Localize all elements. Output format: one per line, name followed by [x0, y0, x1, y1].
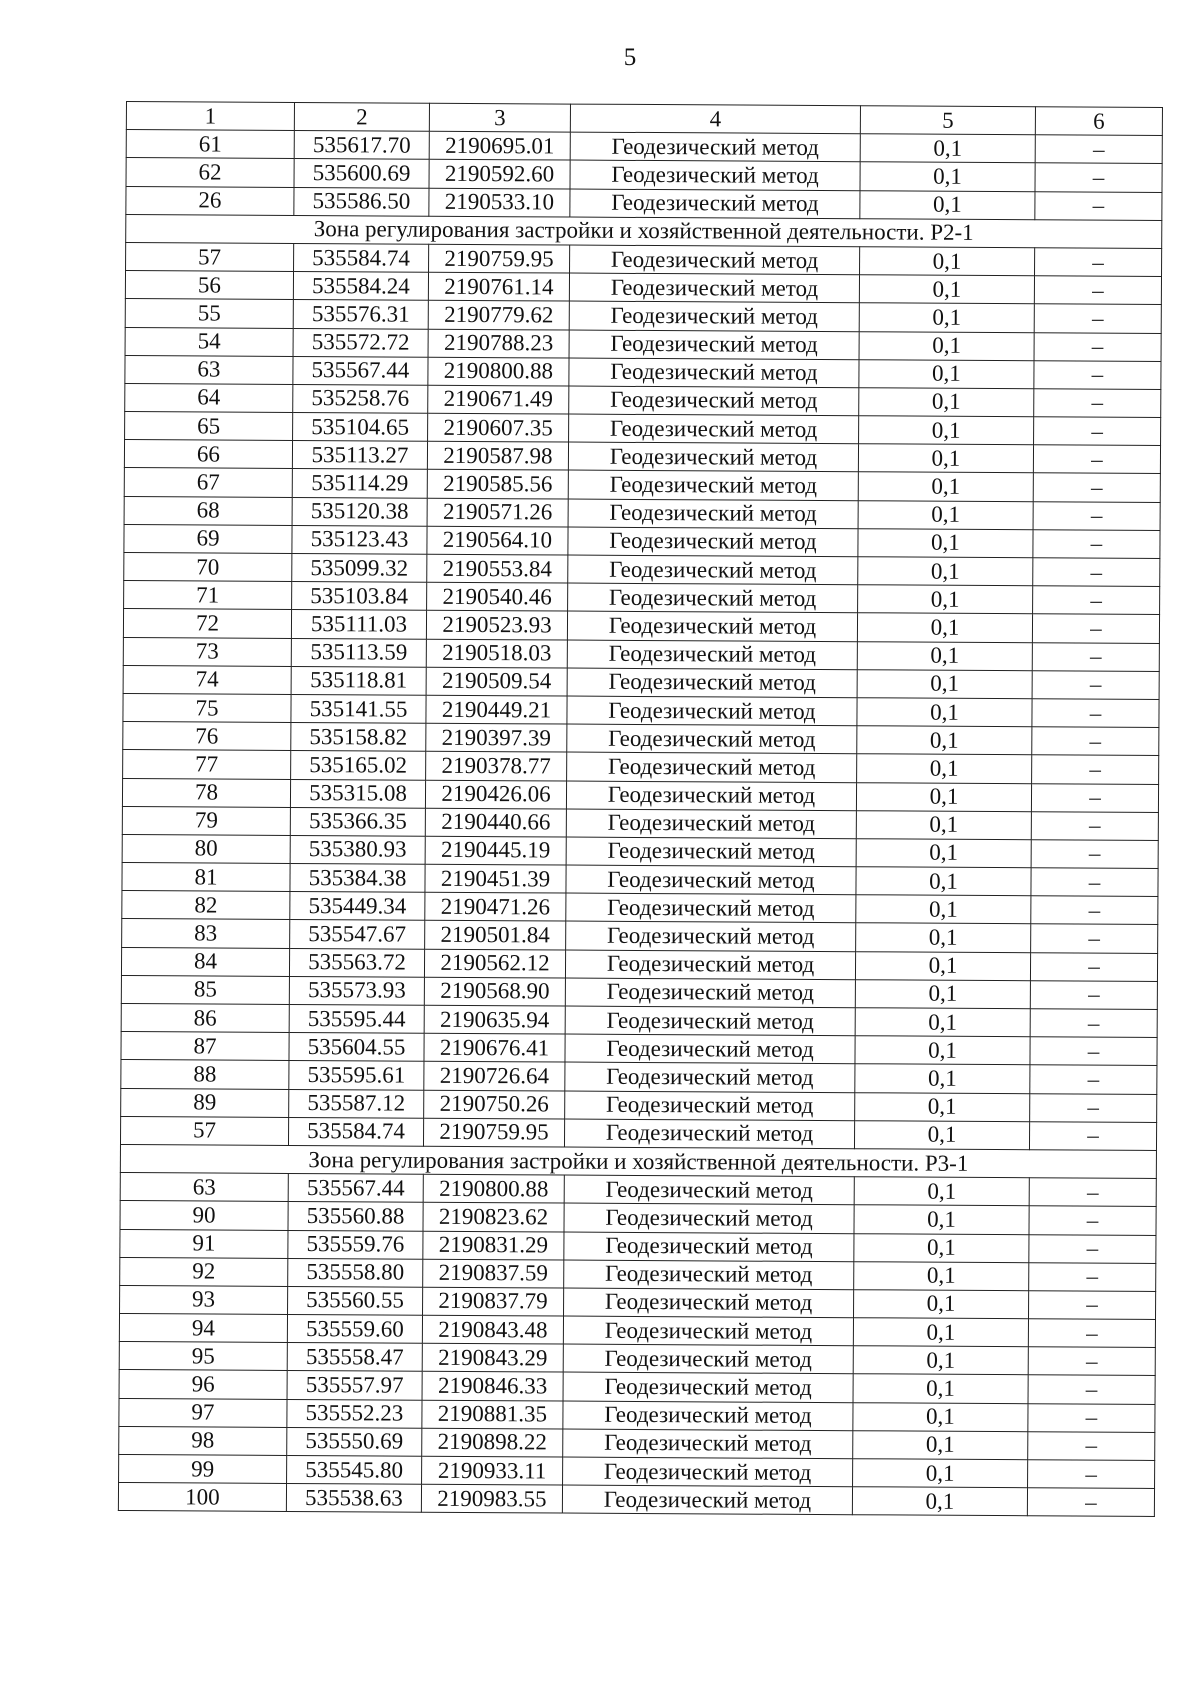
- method-cell: Геодезический метод: [568, 583, 858, 613]
- method-cell: Геодезический метод: [569, 358, 859, 388]
- y-coordinate-cell: 2190440.66: [425, 808, 566, 837]
- method-cell: Геодезический метод: [569, 386, 859, 416]
- point-number-cell: 90: [120, 1201, 288, 1230]
- accuracy-cell: 0,1: [859, 303, 1034, 332]
- accuracy-cell: 0,1: [854, 1290, 1029, 1319]
- method-cell: Геодезический метод: [564, 1288, 854, 1318]
- y-coordinate-cell: 2190587.98: [427, 441, 568, 470]
- method-cell: Геодезический метод: [567, 640, 857, 670]
- method-cell: Геодезический метод: [569, 301, 859, 331]
- x-coordinate-cell: 535366.35: [290, 807, 425, 836]
- column-header: 6: [1035, 107, 1162, 136]
- x-coordinate-cell: 535558.47: [287, 1343, 422, 1372]
- note-cell: –: [1032, 699, 1159, 728]
- accuracy-cell: 0,1: [856, 895, 1031, 924]
- point-number-cell: 81: [122, 863, 290, 892]
- method-cell: Геодезический метод: [568, 499, 858, 529]
- accuracy-cell: 0,1: [856, 923, 1031, 952]
- method-cell: Геодезический метод: [566, 781, 856, 811]
- method-cell: Геодезический метод: [566, 865, 856, 895]
- point-number-cell: 79: [122, 806, 290, 835]
- coordinates-table: [118, 101, 1163, 1517]
- y-coordinate-cell: 2190846.33: [422, 1372, 563, 1401]
- y-coordinate-cell: 2190750.26: [424, 1090, 565, 1119]
- point-number-cell: 26: [126, 186, 294, 215]
- x-coordinate-cell: 535449.34: [290, 892, 425, 921]
- accuracy-cell: 0,1: [857, 726, 1032, 755]
- accuracy-cell: 0,1: [855, 1036, 1030, 1065]
- point-number-cell: 76: [123, 722, 291, 751]
- note-cell: –: [1029, 1121, 1156, 1150]
- method-cell: Геодезический метод: [570, 189, 860, 219]
- method-cell: Геодезический метод: [562, 1485, 852, 1515]
- y-coordinate-cell: 2190759.95: [429, 244, 570, 273]
- y-coordinate-cell: 2190983.55: [421, 1484, 562, 1513]
- method-cell: Геодезический метод: [565, 1091, 855, 1121]
- note-cell: –: [1034, 389, 1161, 418]
- note-cell: –: [1034, 360, 1161, 389]
- x-coordinate-cell: 535158.82: [291, 723, 426, 752]
- method-cell: Геодезический метод: [568, 442, 858, 472]
- x-coordinate-cell: 535384.38: [290, 864, 425, 893]
- x-coordinate-cell: 535617.70: [294, 131, 429, 160]
- accuracy-cell: 0,1: [859, 416, 1034, 445]
- x-coordinate-cell: 535604.55: [289, 1033, 424, 1062]
- note-cell: –: [1033, 530, 1160, 559]
- y-coordinate-cell: 2190501.84: [425, 921, 566, 950]
- y-coordinate-cell: 2190843.48: [422, 1315, 563, 1344]
- x-coordinate-cell: 535141.55: [291, 694, 426, 723]
- method-cell: Геодезический метод: [564, 1119, 854, 1149]
- y-coordinate-cell: 2190800.88: [428, 357, 569, 386]
- y-coordinate-cell: 2190671.49: [428, 385, 569, 414]
- accuracy-cell: 0,1: [860, 190, 1035, 219]
- point-number-cell: 94: [119, 1314, 287, 1343]
- note-cell: –: [1028, 1403, 1155, 1432]
- point-number-cell: 63: [120, 1173, 288, 1202]
- method-cell: Геодезический метод: [565, 1034, 855, 1064]
- point-number-cell: 82: [122, 891, 290, 920]
- y-coordinate-cell: 2190451.39: [425, 864, 566, 893]
- y-coordinate-cell: 2190788.23: [428, 329, 569, 358]
- x-coordinate-cell: 535545.80: [287, 1455, 422, 1484]
- accuracy-cell: 0,1: [852, 1487, 1027, 1516]
- point-number-cell: 74: [123, 665, 291, 694]
- y-coordinate-cell: 2190676.41: [424, 1033, 565, 1062]
- accuracy-cell: 0,1: [858, 500, 1033, 529]
- y-coordinate-cell: 2190592.60: [429, 160, 570, 189]
- point-number-cell: 66: [124, 440, 292, 469]
- accuracy-cell: 0,1: [858, 444, 1033, 473]
- note-cell: –: [1029, 1234, 1156, 1263]
- x-coordinate-cell: 535552.23: [287, 1399, 422, 1428]
- note-cell: –: [1033, 558, 1160, 587]
- x-coordinate-cell: 535113.27: [292, 441, 427, 470]
- accuracy-cell: 0,1: [853, 1346, 1028, 1375]
- x-coordinate-cell: 535587.12: [289, 1089, 424, 1118]
- point-number-cell: 91: [120, 1229, 288, 1258]
- accuracy-cell: 0,1: [853, 1374, 1028, 1403]
- accuracy-cell: 0,1: [856, 782, 1031, 811]
- method-cell: Геодезический метод: [565, 1062, 855, 1092]
- y-coordinate-cell: 2190509.54: [426, 667, 567, 696]
- note-cell: –: [1031, 868, 1158, 897]
- y-coordinate-cell: 2190397.39: [426, 723, 567, 752]
- column-header: 2: [294, 102, 429, 131]
- note-cell: –: [1035, 248, 1162, 277]
- x-coordinate-cell: 535595.61: [289, 1061, 424, 1090]
- point-number-cell: 89: [121, 1088, 289, 1117]
- accuracy-cell: 0,1: [857, 698, 1032, 727]
- x-coordinate-cell: 535572.72: [293, 328, 428, 357]
- y-coordinate-cell: 2190426.06: [425, 780, 566, 809]
- point-number-cell: 63: [125, 355, 293, 384]
- x-coordinate-cell: 535563.72: [289, 948, 424, 977]
- point-number-cell: 83: [122, 919, 290, 948]
- point-number-cell: 99: [119, 1454, 287, 1483]
- method-cell: Геодезический метод: [563, 1401, 853, 1431]
- note-cell: –: [1033, 501, 1160, 530]
- point-number-cell: 69: [124, 524, 292, 553]
- accuracy-cell: 0,1: [858, 472, 1033, 501]
- y-coordinate-cell: 2190571.26: [427, 498, 568, 527]
- note-cell: –: [1030, 952, 1157, 981]
- y-coordinate-cell: 2190635.94: [424, 1005, 565, 1034]
- method-cell: Геодезический метод: [564, 1260, 854, 1290]
- accuracy-cell: 0,1: [856, 839, 1031, 868]
- point-number-cell: 57: [126, 242, 294, 271]
- method-cell: Геодезический метод: [567, 668, 857, 698]
- y-coordinate-cell: 2190695.01: [429, 131, 570, 160]
- x-coordinate-cell: 535576.31: [293, 300, 428, 329]
- note-cell: –: [1032, 755, 1159, 784]
- accuracy-cell: 0,1: [859, 359, 1034, 388]
- table-body: [118, 130, 1162, 1517]
- y-coordinate-cell: 2190449.21: [426, 695, 567, 724]
- x-coordinate-cell: 535600.69: [294, 159, 429, 188]
- accuracy-cell: 0,1: [854, 1261, 1029, 1290]
- x-coordinate-cell: 535550.69: [287, 1427, 422, 1456]
- method-cell: Геодезический метод: [568, 527, 858, 557]
- note-cell: –: [1034, 304, 1161, 333]
- note-cell: –: [1031, 811, 1158, 840]
- accuracy-cell: 0,1: [853, 1431, 1028, 1460]
- x-coordinate-cell: 535584.74: [294, 243, 429, 272]
- point-number-cell: 100: [118, 1483, 286, 1512]
- point-number-cell: 65: [125, 412, 293, 441]
- accuracy-cell: 0,1: [858, 557, 1033, 586]
- method-cell: Геодезический метод: [569, 414, 859, 444]
- x-coordinate-cell: 535099.32: [292, 553, 427, 582]
- note-cell: –: [1027, 1488, 1154, 1517]
- accuracy-cell: 0,1: [855, 951, 1030, 980]
- zone-title: Зона регулирования застройки и хозяйственной деятельности. Р2-1: [126, 214, 1162, 248]
- table-row: [118, 1483, 1154, 1517]
- note-cell: –: [1031, 896, 1158, 925]
- accuracy-cell: 0,1: [855, 1008, 1030, 1037]
- y-coordinate-cell: 2190553.84: [427, 554, 568, 583]
- note-cell: –: [1032, 642, 1159, 671]
- point-number-cell: 96: [119, 1370, 287, 1399]
- accuracy-cell: 0,1: [857, 613, 1032, 642]
- x-coordinate-cell: 535118.81: [291, 666, 426, 695]
- accuracy-cell: 0,1: [857, 669, 1032, 698]
- method-cell: Геодезический метод: [566, 809, 856, 839]
- method-cell: Геодезический метод: [569, 273, 859, 303]
- column-header: 5: [860, 106, 1035, 135]
- note-cell: –: [1033, 445, 1160, 474]
- y-coordinate-cell: 2190445.19: [425, 836, 566, 865]
- accuracy-cell: 0,1: [860, 162, 1035, 191]
- point-number-cell: 85: [121, 975, 289, 1004]
- y-coordinate-cell: 2190518.03: [426, 639, 567, 668]
- x-coordinate-cell: 535114.29: [292, 469, 427, 498]
- point-number-cell: 78: [122, 778, 290, 807]
- note-cell: –: [1029, 1206, 1156, 1235]
- accuracy-cell: 0,1: [854, 1120, 1029, 1149]
- method-cell: Геодезический метод: [563, 1457, 853, 1487]
- x-coordinate-cell: 535560.88: [288, 1202, 423, 1231]
- y-coordinate-cell: 2190823.62: [423, 1203, 564, 1232]
- method-cell: Геодезический метод: [567, 724, 857, 754]
- x-coordinate-cell: 535113.59: [291, 638, 426, 667]
- x-coordinate-cell: 535560.55: [288, 1286, 423, 1315]
- y-coordinate-cell: 2190562.12: [424, 949, 565, 978]
- accuracy-cell: 0,1: [853, 1402, 1028, 1431]
- y-coordinate-cell: 2190564.10: [427, 526, 568, 555]
- accuracy-cell: 0,1: [853, 1459, 1028, 1488]
- point-number-cell: 67: [124, 468, 292, 497]
- accuracy-cell: 0,1: [855, 1064, 1030, 1093]
- x-coordinate-cell: 535557.97: [287, 1371, 422, 1400]
- method-cell: Геодезический метод: [566, 921, 856, 951]
- point-number-cell: 80: [122, 834, 290, 863]
- y-coordinate-cell: 2190831.29: [423, 1231, 564, 1260]
- x-coordinate-cell: 535120.38: [292, 497, 427, 526]
- accuracy-cell: 0,1: [855, 980, 1030, 1009]
- y-coordinate-cell: 2190898.22: [422, 1428, 563, 1457]
- note-cell: –: [1028, 1432, 1155, 1461]
- method-cell: Геодезический метод: [565, 1006, 855, 1036]
- method-cell: Геодезический метод: [565, 978, 855, 1008]
- method-cell: Геодезический метод: [567, 752, 857, 782]
- method-cell: Геодезический метод: [569, 330, 859, 360]
- x-coordinate-cell: 535567.44: [288, 1174, 423, 1203]
- y-coordinate-cell: 2190881.35: [422, 1400, 563, 1429]
- method-cell: Геодезический метод: [564, 1232, 854, 1262]
- note-cell: –: [1031, 840, 1158, 869]
- point-number-cell: 93: [120, 1285, 288, 1314]
- method-cell: Геодезический метод: [566, 837, 856, 867]
- y-coordinate-cell: 2190607.35: [428, 413, 569, 442]
- y-coordinate-cell: 2190585.56: [427, 470, 568, 499]
- x-coordinate-cell: 535380.93: [290, 835, 425, 864]
- accuracy-cell: 0,1: [855, 1092, 1030, 1121]
- note-cell: –: [1032, 670, 1159, 699]
- method-cell: Геодезический метод: [570, 132, 860, 162]
- y-coordinate-cell: 2190523.93: [426, 611, 567, 640]
- note-cell: –: [1035, 191, 1162, 220]
- method-cell: Геодезический метод: [563, 1372, 853, 1402]
- x-coordinate-cell: 535315.08: [290, 779, 425, 808]
- method-cell: Геодезический метод: [563, 1344, 853, 1374]
- zone-title: Зона регулирования застройки и хозяйственной деятельности. Р3-1: [120, 1144, 1156, 1178]
- accuracy-cell: 0,1: [856, 810, 1031, 839]
- accuracy-cell: 0,1: [857, 754, 1032, 783]
- note-cell: –: [1028, 1347, 1155, 1376]
- note-cell: –: [1028, 1460, 1155, 1489]
- x-coordinate-cell: 535584.24: [293, 272, 428, 301]
- y-coordinate-cell: 2190933.11: [422, 1456, 563, 1485]
- column-header: 3: [429, 103, 570, 132]
- note-cell: –: [1034, 417, 1161, 446]
- note-cell: –: [1034, 332, 1161, 361]
- x-coordinate-cell: 535567.44: [293, 356, 428, 385]
- accuracy-cell: 0,1: [859, 275, 1034, 304]
- point-number-cell: 55: [125, 299, 293, 328]
- method-cell: Геодезический метод: [564, 1175, 854, 1205]
- note-cell: –: [1035, 135, 1162, 164]
- y-coordinate-cell: 2190726.64: [424, 1062, 565, 1091]
- y-coordinate-cell: 2190568.90: [424, 977, 565, 1006]
- column-header: 1: [126, 102, 294, 131]
- accuracy-cell: 0,1: [858, 529, 1033, 558]
- note-cell: –: [1029, 1178, 1156, 1207]
- point-number-cell: 61: [126, 130, 294, 159]
- point-number-cell: 70: [124, 552, 292, 581]
- method-cell: Геодезический метод: [567, 611, 857, 641]
- y-coordinate-cell: 2190471.26: [425, 892, 566, 921]
- point-number-cell: 73: [123, 637, 291, 666]
- point-number-cell: 86: [121, 1003, 289, 1032]
- note-cell: –: [1033, 586, 1160, 615]
- point-number-cell: 68: [124, 496, 292, 525]
- accuracy-cell: 0,1: [860, 134, 1035, 163]
- note-cell: –: [1035, 163, 1162, 192]
- note-cell: –: [1031, 783, 1158, 812]
- method-cell: Геодезический метод: [563, 1429, 853, 1459]
- method-cell: Геодезический метод: [567, 696, 857, 726]
- note-cell: –: [1029, 1262, 1156, 1291]
- x-coordinate-cell: 535559.60: [287, 1315, 422, 1344]
- x-coordinate-cell: 535547.67: [290, 920, 425, 949]
- y-coordinate-cell: 2190837.79: [423, 1287, 564, 1316]
- y-coordinate-cell: 2190533.10: [429, 188, 570, 217]
- point-number-cell: 77: [123, 750, 291, 779]
- note-cell: –: [1032, 727, 1159, 756]
- x-coordinate-cell: 535538.63: [286, 1484, 421, 1513]
- point-number-cell: 84: [121, 947, 289, 976]
- y-coordinate-cell: 2190761.14: [428, 272, 569, 301]
- point-number-cell: 56: [125, 271, 293, 300]
- y-coordinate-cell: 2190843.29: [422, 1343, 563, 1372]
- note-cell: –: [1030, 1093, 1157, 1122]
- point-number-cell: 88: [121, 1060, 289, 1089]
- point-number-cell: 57: [120, 1116, 288, 1145]
- method-cell: Геодезический метод: [563, 1316, 853, 1346]
- x-coordinate-cell: 535586.50: [294, 187, 429, 216]
- point-number-cell: 71: [124, 581, 292, 610]
- method-cell: Геодезический метод: [564, 1203, 854, 1233]
- accuracy-cell: 0,1: [859, 331, 1034, 360]
- x-coordinate-cell: 535103.84: [292, 582, 427, 611]
- note-cell: –: [1030, 1009, 1157, 1038]
- x-coordinate-cell: 535559.76: [288, 1230, 423, 1259]
- accuracy-cell: 0,1: [854, 1233, 1029, 1262]
- x-coordinate-cell: 535104.65: [293, 413, 428, 442]
- note-cell: –: [1028, 1375, 1155, 1404]
- x-coordinate-cell: 535584.74: [288, 1117, 423, 1146]
- x-coordinate-cell: 535123.43: [292, 525, 427, 554]
- x-coordinate-cell: 535165.02: [291, 751, 426, 780]
- point-number-cell: 97: [119, 1398, 287, 1427]
- point-number-cell: 75: [123, 693, 291, 722]
- x-coordinate-cell: 535595.44: [289, 1004, 424, 1033]
- method-cell: Геодезический метод: [568, 555, 858, 585]
- point-number-cell: 62: [126, 158, 294, 187]
- method-cell: Геодезический метод: [568, 470, 858, 500]
- x-coordinate-cell: 535573.93: [289, 976, 424, 1005]
- accuracy-cell: 0,1: [856, 867, 1031, 896]
- y-coordinate-cell: 2190378.77: [426, 752, 567, 781]
- note-cell: –: [1031, 924, 1158, 953]
- x-coordinate-cell: 535111.03: [291, 610, 426, 639]
- note-cell: –: [1028, 1319, 1155, 1348]
- column-header: 4: [570, 104, 860, 134]
- point-number-cell: 54: [125, 327, 293, 356]
- note-cell: –: [1029, 1291, 1156, 1320]
- accuracy-cell: 0,1: [857, 641, 1032, 670]
- y-coordinate-cell: 2190800.88: [423, 1174, 564, 1203]
- method-cell: Геодезический метод: [565, 950, 855, 980]
- note-cell: –: [1030, 981, 1157, 1010]
- y-coordinate-cell: 2190779.62: [428, 301, 569, 330]
- point-number-cell: 87: [121, 1032, 289, 1061]
- y-coordinate-cell: 2190837.59: [423, 1259, 564, 1288]
- y-coordinate-cell: 2190759.95: [423, 1118, 564, 1147]
- page-number: 5: [623, 44, 637, 71]
- x-coordinate-cell: 535258.76: [293, 384, 428, 413]
- method-cell: Геодезический метод: [566, 893, 856, 923]
- method-cell: Геодезический метод: [570, 245, 860, 275]
- accuracy-cell: 0,1: [859, 388, 1034, 417]
- point-number-cell: 98: [119, 1426, 287, 1455]
- accuracy-cell: 0,1: [853, 1318, 1028, 1347]
- point-number-cell: 92: [120, 1257, 288, 1286]
- accuracy-cell: 0,1: [854, 1205, 1029, 1234]
- note-cell: –: [1030, 1037, 1157, 1066]
- accuracy-cell: 0,1: [860, 247, 1035, 276]
- accuracy-cell: 0,1: [854, 1177, 1029, 1206]
- x-coordinate-cell: 535558.80: [288, 1258, 423, 1287]
- note-cell: –: [1034, 276, 1161, 305]
- note-cell: –: [1032, 614, 1159, 643]
- point-number-cell: 95: [119, 1342, 287, 1371]
- note-cell: –: [1030, 1065, 1157, 1094]
- accuracy-cell: 0,1: [858, 585, 1033, 614]
- y-coordinate-cell: 2190540.46: [427, 582, 568, 611]
- point-number-cell: 72: [123, 609, 291, 638]
- point-number-cell: 64: [125, 383, 293, 412]
- note-cell: –: [1033, 473, 1160, 502]
- method-cell: Геодезический метод: [570, 160, 860, 190]
